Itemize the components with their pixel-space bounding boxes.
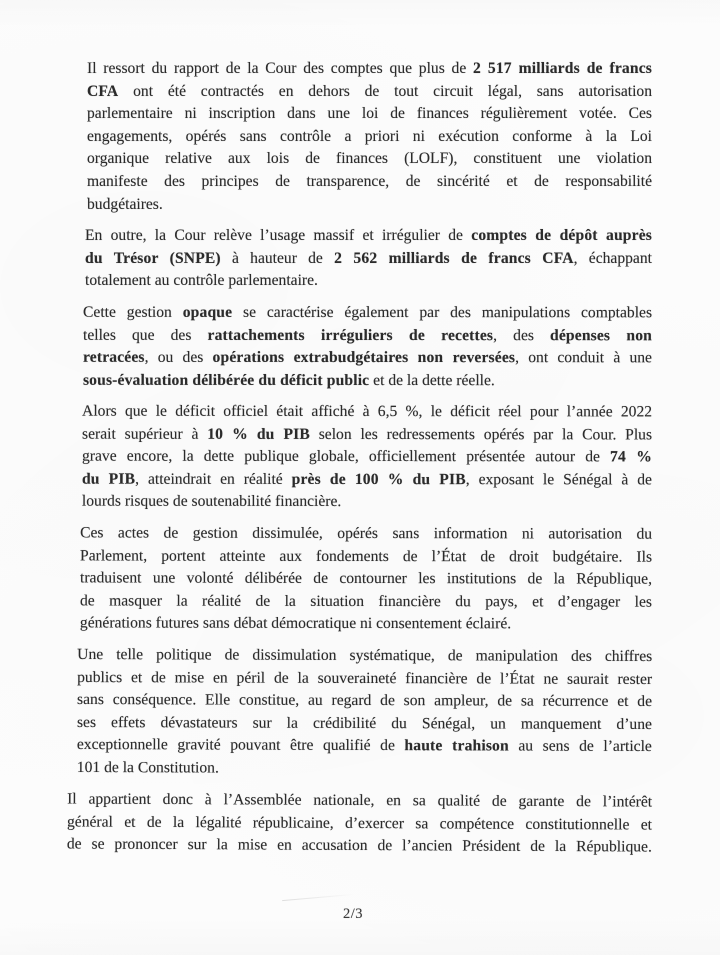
text-line bbox=[87, 81, 652, 104]
paragraph bbox=[77, 644, 652, 782]
text-run: à hauteur de bbox=[220, 249, 335, 267]
text-line bbox=[80, 523, 652, 547]
text-run: Il ressort du rapport de la Cour des comptes que plus de bbox=[87, 60, 474, 77]
text-run: , échappant bbox=[573, 249, 652, 267]
text-run: exceptionnelle gravité pouvant être qualifié de bbox=[76, 736, 405, 755]
text-run: Cette gestion bbox=[83, 303, 183, 321]
text-line bbox=[80, 613, 652, 637]
text-run: totalement au contrôle parlementaire. bbox=[85, 272, 318, 290]
bold-text-run: opérations extrabudgétaires non reversées bbox=[212, 348, 516, 367]
text-line bbox=[83, 347, 652, 370]
text-line bbox=[82, 401, 652, 424]
text-line bbox=[87, 171, 652, 194]
paragraph bbox=[87, 58, 652, 216]
text-run: manifeste des principes de transparence, de sincérité et de responsabilité bbox=[87, 172, 652, 190]
text-run: parlementaire ni inscription dans une loi de finances régulièrement votée. Ces bbox=[87, 105, 652, 123]
text-run: générations futures sans débat démocratique ni consentement éclairé. bbox=[79, 615, 512, 633]
bold-text-run: dépenses non bbox=[550, 326, 653, 344]
text-run: selon les redressements opérés par la Cour. Plus bbox=[309, 425, 653, 444]
text-line bbox=[83, 302, 652, 325]
text-run: général et de la légalité républicaine, d’exercer sa compétence constitutionnelle et bbox=[66, 812, 653, 833]
text-run: Il appartient donc à l’Assemblée nationale, en sa qualité de garante de l’intérêt bbox=[67, 790, 653, 811]
text-run: Parlement, portent atteinte aux fondements de l’État de droit budgétaire. Ils bbox=[80, 547, 653, 566]
bold-text-run: haute trahison bbox=[404, 737, 509, 756]
bold-text-run: opaque bbox=[182, 303, 233, 321]
text-line bbox=[85, 248, 652, 271]
text-line bbox=[77, 757, 652, 782]
page-number: 2/3 bbox=[342, 906, 364, 922]
text-run: traduisent une volonté délibérée de contourner les institutions de la République, bbox=[79, 569, 653, 589]
text-run: , des bbox=[493, 326, 551, 344]
text-run: , ou des bbox=[144, 348, 213, 366]
text-line bbox=[77, 689, 652, 714]
text-line bbox=[87, 126, 652, 149]
text-line bbox=[82, 446, 652, 469]
text-run: , exposant le Sénégal à de bbox=[465, 471, 652, 489]
paragraph bbox=[67, 788, 652, 859]
text-line bbox=[67, 788, 652, 814]
bold-text-run: du PIB bbox=[81, 470, 136, 488]
text-run: , ont conduit à une bbox=[515, 349, 652, 367]
text-run: En outre, la Cour relève l’usage massif et irrégulier de bbox=[85, 227, 472, 245]
text-run: organique relative aux lois de finances (LOLF), constituent une violation bbox=[87, 150, 652, 168]
bold-text-run: 2 517 milliards de francs bbox=[473, 60, 652, 77]
text-run: Alors que le déficit officiel était affiché à 6,5 %, le déficit réel pour l’année 2022 bbox=[82, 402, 653, 421]
text-run: lourds risques de soutenabilité financière. bbox=[81, 493, 342, 511]
text-run: , atteindrait en réalité bbox=[135, 470, 292, 488]
text-line bbox=[87, 103, 652, 126]
text-line bbox=[80, 568, 652, 592]
paragraph bbox=[82, 401, 652, 515]
text-run: sans conséquence. Elle constitue, au regard de son ampleur, de sa récurrence et de bbox=[77, 691, 653, 711]
text-line bbox=[77, 712, 652, 737]
text-run: au sens de l’article bbox=[508, 738, 652, 756]
text-line bbox=[67, 811, 652, 837]
paragraph bbox=[80, 523, 652, 637]
text-line bbox=[77, 644, 652, 669]
text-run: Une telle politique de dissimulation systématique, de manipulation des chiffres bbox=[77, 646, 653, 666]
bold-text-run: retracées bbox=[82, 348, 145, 366]
bold-text-run: du Trésor (SNPE) bbox=[85, 249, 221, 267]
bold-text-run: 2 562 milliards de francs CFA bbox=[334, 249, 574, 267]
text-run: se caractérise également par des manipulations comptables bbox=[232, 303, 653, 322]
document-body bbox=[66, 58, 653, 867]
text-run: Ces actes de gestion dissimulée, opérés sans information ni autorisation du bbox=[80, 524, 653, 543]
text-run: ses effets dévastateurs sur la crédibilité du Sénégal, un manquement d’une bbox=[76, 714, 652, 734]
bold-text-run: CFA bbox=[87, 82, 119, 100]
text-line bbox=[77, 667, 652, 692]
text-line bbox=[67, 833, 652, 859]
text-line bbox=[87, 194, 652, 217]
bold-text-run: 10 % du PIB bbox=[207, 425, 310, 443]
paragraph bbox=[83, 302, 652, 393]
text-line bbox=[80, 590, 652, 614]
text-line bbox=[87, 58, 652, 81]
text-line bbox=[82, 424, 652, 447]
text-line bbox=[85, 225, 652, 248]
bold-text-run: rattachements irréguliers de recettes bbox=[207, 326, 494, 344]
text-run: budgétaires. bbox=[87, 195, 163, 213]
scan-crease-artifact bbox=[282, 894, 354, 901]
text-run: telles que des bbox=[83, 326, 208, 344]
text-run: de masquer la réalité de la situation financière du pays, et d’engager les bbox=[79, 592, 652, 611]
text-line bbox=[83, 369, 652, 392]
text-run: ont été contractés en dehors de tout circuit légal, sans autorisation bbox=[118, 82, 652, 100]
bold-text-run: près de 100 % du PIB bbox=[291, 470, 466, 489]
text-run: de se prononcer sur la mise en accusation de l’ancien Président de la République. bbox=[66, 835, 652, 856]
text-line bbox=[83, 324, 652, 347]
text-line bbox=[85, 270, 652, 293]
text-run: et de la dette réelle. bbox=[369, 371, 495, 389]
text-line bbox=[77, 735, 652, 760]
paragraph bbox=[85, 225, 652, 293]
text-run: publics et de mise en péril de la souveraineté financière de l’État ne saurait rester bbox=[77, 668, 653, 688]
bold-text-run: comptes de dépôt auprès bbox=[471, 227, 652, 245]
text-line bbox=[87, 148, 652, 171]
text-run: grave encore, la dette publique globale, officiellement présentée autour de bbox=[81, 448, 611, 466]
text-run: serait supérieur à bbox=[82, 425, 208, 443]
text-line bbox=[82, 491, 652, 514]
bold-text-run: 74 % bbox=[610, 448, 653, 466]
text-run: 101 de la Constitution. bbox=[76, 759, 219, 777]
text-line bbox=[80, 545, 652, 569]
text-run: engagements, opérés sans contrôle a priori ni exécution conforme à la Loi bbox=[87, 127, 652, 145]
text-line bbox=[82, 469, 652, 492]
bold-text-run: sous-évaluation délibérée du déficit public bbox=[82, 371, 370, 389]
